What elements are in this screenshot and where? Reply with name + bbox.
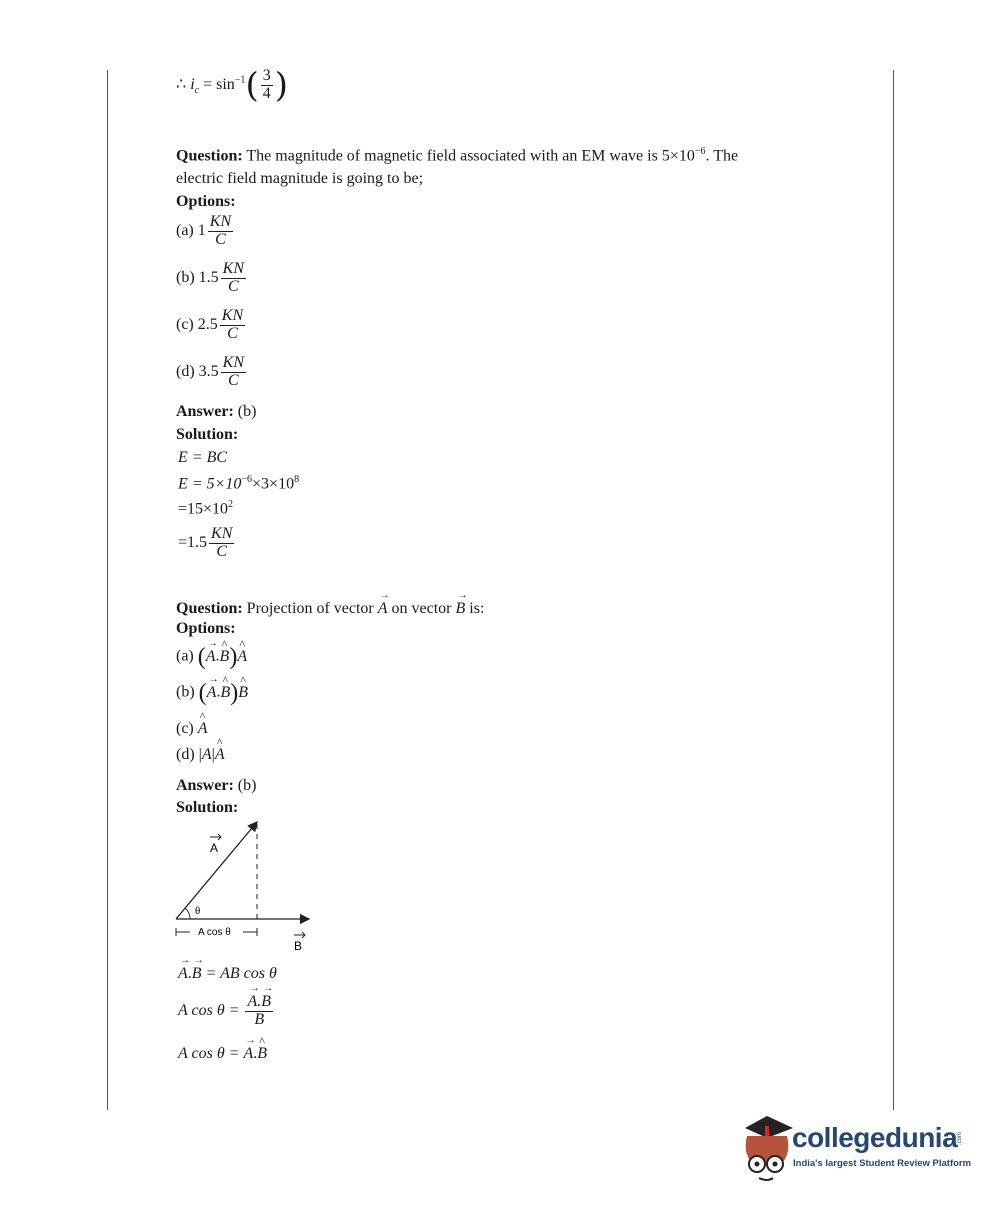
q1-solution-label: Solution:: [176, 426, 239, 443]
question-1-text: Question: The magnitude of magnetic field associated with an EM wave is $5\times 10^{-6}$. The: [176, 146, 739, 165]
vector-a-label: A: [210, 841, 219, 855]
q2-solution-eq2: A cos θ = → $\frac{A.\to B}{B}$: [178, 994, 275, 1029]
prev-solution-equation: ∴ $i_c = \sin^{-1}$( $\frac{3}{4}$ ): [176, 65, 288, 106]
projection-diagram: [168, 812, 328, 957]
collegedunia-logo-com: .com: [957, 1132, 963, 1146]
q1-option-b: (b) 1.5 $\frac{KN}{C}$: [176, 260, 244, 295]
q2-option-d: (d) |A|^ A: [176, 746, 225, 764]
q1-option-c: (c) 2.5 $\frac{KN}{C}$: [176, 307, 244, 342]
theta-arc: [185, 908, 190, 919]
q2-option-c: (c) ^ A: [176, 720, 208, 738]
question-1-options-label: Options:: [176, 193, 236, 210]
collegedunia-logo-text: collegedunia: [792, 1122, 958, 1153]
q2-solution-eq3: A cos θ = → A.^ B: [178, 1045, 267, 1063]
right-margin-line: [893, 70, 894, 1110]
q1-option-a: (a) 1 $\frac{KN}{C}$: [176, 213, 232, 248]
q2-answer: Answer: (b): [176, 777, 257, 794]
q1-solution-line2: $E = 5\times 10^{-6}\times 3\times 10^8$: [178, 474, 300, 493]
question-1-text-line2: electric field magnitude is going to be;: [176, 170, 424, 187]
q1-solution-line1: E = BC: [178, 449, 228, 466]
left-margin-line: [107, 70, 108, 1110]
projection-label: A cos θ: [198, 927, 231, 938]
collegedunia-tagline: India's largest Student Review Platform: [793, 1158, 972, 1169]
theta-label: θ: [195, 905, 201, 917]
question-2-options-label: Options:: [176, 620, 236, 637]
q1-option-d: (d) 3.5 $\frac{KN}{C}$: [176, 354, 244, 389]
q2-solution-eq1: → A.→ B = AB cos θ: [178, 965, 277, 983]
vector-b-label-arrow: [294, 932, 305, 938]
q2-solution-label: Solution:: [176, 799, 239, 816]
q1-solution-line4: =1.5 $\frac{KN}{C}$: [178, 525, 233, 560]
q1-answer: Answer: (b): [176, 403, 257, 420]
vector-a-label-arrow: [210, 834, 221, 840]
vector-b-label: B: [294, 939, 303, 953]
q2-option-b: (b) (→ A.^ B)^ B: [176, 681, 248, 705]
q1-solution-line3: $=15\times 10^2$: [178, 499, 234, 518]
question-2-text: Question: Projection of vector → A on vector → B is:: [176, 600, 484, 618]
q2-option-a: (a) (→ A.^ B)^ A: [176, 645, 247, 669]
